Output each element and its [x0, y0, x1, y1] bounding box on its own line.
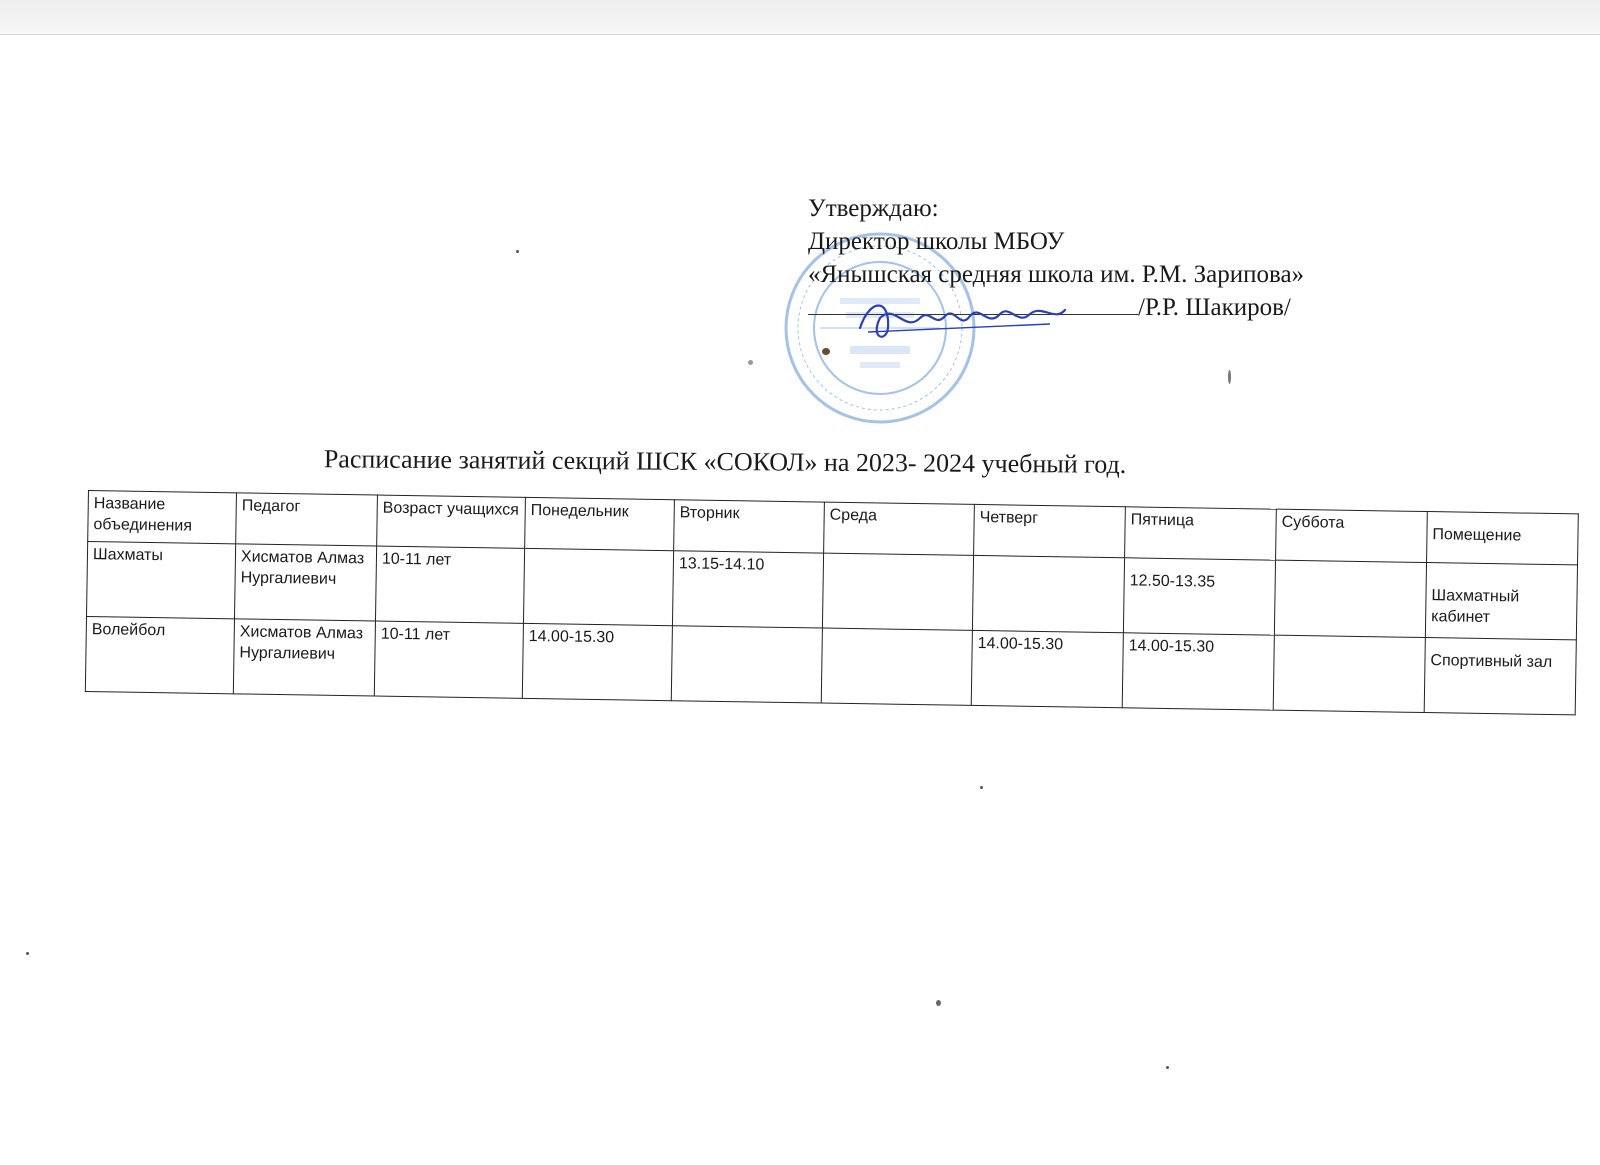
header-thursday: Четверг [974, 504, 1126, 557]
cell-wednesday [821, 628, 972, 705]
scan-top-edge [0, 0, 1600, 34]
cell-wednesday [822, 553, 973, 630]
handwritten-signature-icon [850, 288, 1070, 348]
scan-speck [1166, 1066, 1169, 1069]
cell-saturday [1273, 635, 1425, 712]
header-saturday: Суббота [1276, 509, 1428, 562]
cell-friday [1123, 558, 1275, 635]
cell-monday: 14.00-15.30 [522, 623, 672, 700]
header-tuesday: Вторник [674, 500, 825, 553]
scan-speck [26, 952, 29, 955]
cell-room-text: Спортивный зал [1430, 652, 1553, 672]
document-title: Расписание занятий секций ШСК «СОКОЛ» на 2023- 2024 учебный год. [323, 444, 1127, 479]
cell-tuesday: 13.15-14.10 [672, 551, 823, 628]
cell-room-text: Шахматный кабинет [1431, 587, 1520, 627]
approval-line-3: «Янышская средняя школа им. Р.М. Зарипова» [808, 261, 1305, 288]
header-age: Возраст учащихся [377, 495, 526, 548]
header-teacher: Педагог [236, 493, 378, 546]
cell-saturday [1274, 560, 1426, 637]
cell-thursday [972, 555, 1124, 632]
header-friday: Пятница [1125, 507, 1277, 560]
scan-speck [516, 250, 519, 253]
cell-age: 10-11 лет [374, 621, 523, 698]
cell-friday: 14.00-15.30 [1122, 633, 1274, 710]
cell-room [1424, 638, 1576, 715]
cell-room [1425, 563, 1577, 640]
scan-speck [980, 786, 983, 789]
cell-friday-text: 12.50-13.35 [1129, 572, 1216, 591]
header-name: Название объединения [88, 491, 237, 544]
header-room-label: Помещение [1432, 526, 1522, 545]
scan-speck [748, 360, 753, 365]
cell-age: 10-11 лет [375, 546, 524, 623]
header-wednesday: Среда [824, 502, 975, 555]
cell-monday [523, 548, 673, 625]
cell-teacher: Хисматов Алмаз Нургалиевич [234, 544, 376, 621]
scan-speck [822, 348, 830, 355]
approval-line-1: Утверждаю: [808, 195, 939, 222]
cell-name: Шахматы [87, 542, 236, 619]
scan-speck [1228, 370, 1231, 384]
header-monday: Понедельник [525, 497, 675, 550]
schedule-table-wrap [85, 490, 1553, 714]
approval-line-2: Директор школы МБОУ [808, 228, 1065, 255]
cell-teacher: Хисматов Алмаз Нургалиевич [233, 619, 375, 696]
signer-name: /Р.Р. Шакиров/ [1138, 294, 1291, 321]
header-room [1427, 512, 1579, 565]
scan-speck [936, 1000, 941, 1006]
cell-tuesday [671, 626, 822, 703]
schedule-table [85, 490, 1579, 715]
cell-name: Волейбол [85, 616, 234, 693]
cell-thursday: 14.00-15.30 [971, 630, 1123, 707]
